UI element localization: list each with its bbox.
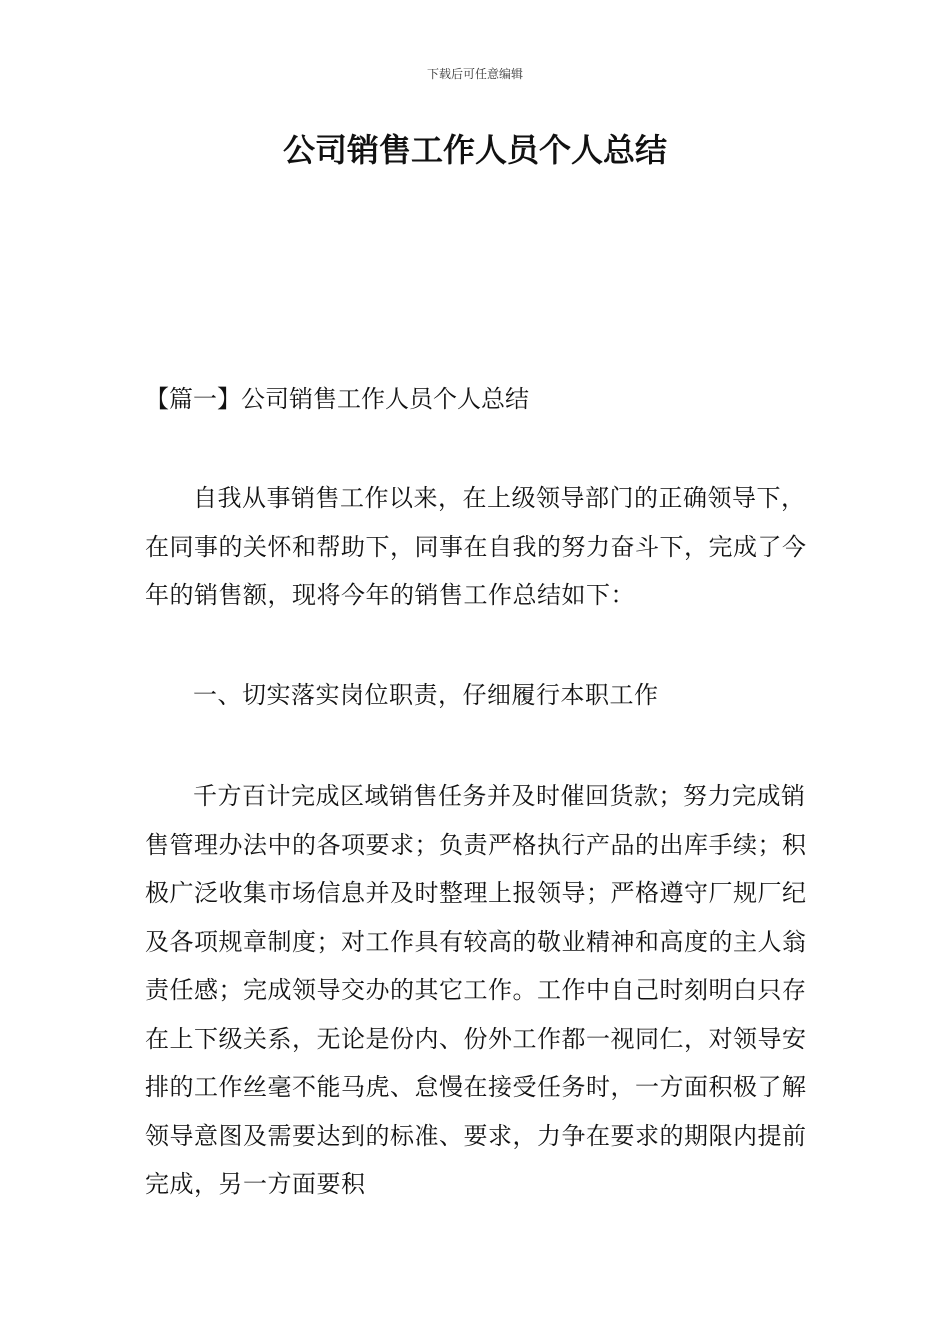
header-note: 下载后可任意编辑 [426, 67, 523, 81]
document-title: 公司销售工作人员个人总结 [282, 131, 667, 169]
intro-paragraph: 自我从事销售工作以来，在上级领导部门的正确领导下，在同事的关怀和帮助下，同事在自我的努力奋斗下，完成了今年的销售额，现将今年的销售工作总结如下： [145, 484, 807, 609]
body-paragraph: 千方百计完成区域销售任务并及时催回货款；努力完成销售管理办法中的各项要求；负责严格执行产品的出库手续；积极广泛收集市场信息并及时整理上报领导；严格遵守厂规厂纪及各项规章制度；对工作具有较高的敬业精神和高度的主人翁责任感；完成领导交办的其它工作。工作中自己时刻明白只存在上下级关系，无论是份内、份外工作都一视同仁，对领导安排的工作丝毫不能马虎、怠慢在接受任务时，一方面积极了解领导意图及需要达到的标准、要求，力争在要求的期限内提前完成，另一方面要积 [145, 782, 807, 1198]
section-heading: 【篇一】公司销售工作人员个人总结 [145, 385, 529, 413]
point-one-heading: 一、切实落实岗位职责，仔细履行本职工作 [193, 681, 659, 709]
